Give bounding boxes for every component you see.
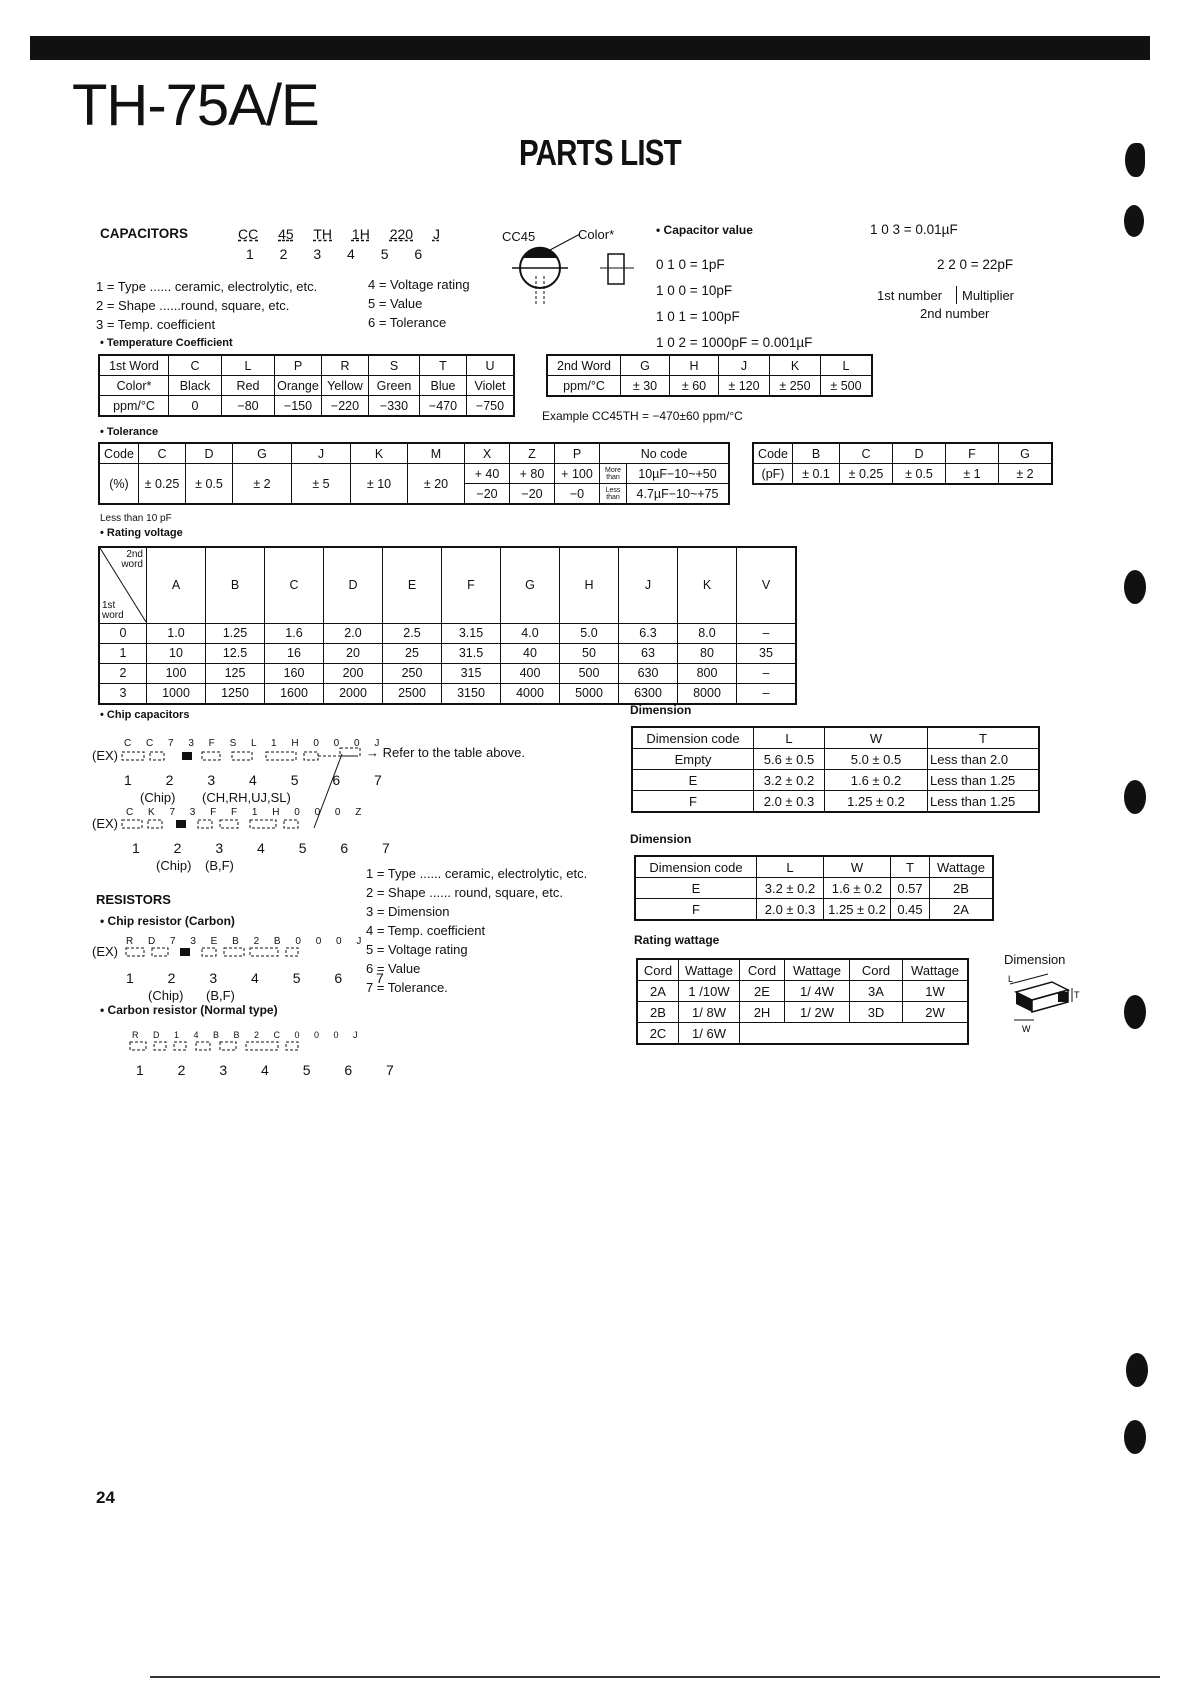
temp-coeff-2nd-table: 2nd Word G H J K L ppm/°C ± 30 ± 60 ± 120 ± 250 ± 500	[546, 354, 873, 397]
resistor-code-2: R D 1 4 B B 2 C 0 0 0 J	[132, 1030, 364, 1040]
resistor-chip-label: (Chip)	[148, 988, 184, 1003]
capacitor-value-list: 0 1 0 = 1pF 1 0 0 = 10pF 1 0 1 = 100pF 1 0 2 = 1000pF = 0.001µF	[656, 257, 813, 350]
capacitor-code-numbers: 1 2 3 4 5 6	[246, 246, 423, 262]
punch-mark	[1124, 205, 1144, 237]
resistor-nums-2: 1 2 3 4 5 6 7	[136, 1062, 409, 1078]
dimension-table-2: Dimension code L W T Wattage E 3.2 ± 0.2 1.6 ± 0.2 0.57 2B F 2.0 ± 0.3 1.25 ± 0.2 0.45 2A	[634, 855, 994, 921]
chip-boxes-2	[120, 816, 320, 836]
refer-text: → Refer to the table above.	[366, 745, 525, 760]
resistors-label: RESISTORS	[96, 892, 171, 907]
svg-text:L: L	[1008, 974, 1014, 984]
chip-code-1: C C 7 3 F S L 1 H 0 0 0 J	[124, 738, 386, 749]
rating-voltage-table: 2nd word 1st word A B C D E F G H J K V 0 1.0 1.25 1.6 2.0 2.5 3.15 4.0 5.0 6.3 8.0 – 1 10 12.5 16 20 25 31.5 40 50 63 80 35 2 100 125 160 200 250 315 400 500 630 800 – 3 1000 1250 1600 2000 2500 3150 4000 5000 6300 8000 –	[98, 546, 797, 705]
rating-wattage-table: Cord Wattage Cord Wattage Cord Wattage 2A 1 /10W 2E 1/ 4W 3A 1W 2B 1/ 8W 2H 1/ 2W 3D 2W 2C 1/ 6W	[636, 958, 969, 1045]
tolerance-table: Code C D G J K M X Z P No code (%) ± 0.25 ± 0.5 ± 2 ± 5 ± 10 ± 20 + 40 + 80 + 100 More than 10µF−10~+50 −20 −20 −0 Less than 4.7µF−10~+75	[98, 442, 730, 505]
dimension-table-1: Dimension code L W T Empty 5.6 ± 0.5 5.0 ± 0.5 Less than 2.0 E 3.2 ± 0.2 1.6 ± 0.2 Less than 1.25 F 2.0 ± 0.3 1.25 ± 0.2 Less than 1.25	[631, 726, 1040, 813]
punch-mark	[1124, 995, 1146, 1029]
temp-coeff-example: Example CC45TH = −470±60 ppm/°C	[542, 409, 743, 423]
resistor-nums-1: 1 2 3 4 5 6 7	[126, 970, 399, 986]
punch-mark	[1124, 1420, 1146, 1454]
punch-mark	[1125, 143, 1145, 177]
punch-mark	[1124, 570, 1146, 604]
tolerance-title: • Tolerance	[100, 426, 159, 438]
punch-mark	[1124, 780, 1146, 814]
bottom-rule	[150, 1676, 1160, 1678]
chip-dimension-diagram	[1008, 968, 1078, 1036]
resistor-bf: (B,F)	[206, 988, 235, 1003]
page-number: 24	[96, 1488, 115, 1507]
resistor-code-1: R D 7 3 E B 2 B 0 0 0 J	[126, 936, 368, 947]
chip-resistor-title: • Chip resistor (Carbon)	[100, 914, 235, 928]
tolerance-note: Less than 10 pF	[100, 513, 172, 524]
rating-voltage-title: • Rating voltage	[100, 527, 183, 539]
dimension-title-2: Dimension	[630, 832, 692, 846]
chip-types: (CH,RH,UJ,SL)	[202, 790, 291, 805]
top-rule	[30, 36, 1150, 60]
chip-legend: 1 = Type ...... ceramic, electrolytic, etc. 2 = Shape ...... round, square, etc. 3 = Dimension 4 = Temp. coefficient 5 = Voltage rating 6 = Value 7 = Tolerance.	[366, 866, 588, 995]
capacitor-value-title: • Capacitor value	[656, 223, 753, 237]
chip-label-2: (Chip)	[156, 858, 192, 873]
svg-text:T: T	[1074, 990, 1080, 1000]
page-title: PARTS LIST	[519, 132, 681, 173]
value-first-number: 1st number	[877, 288, 943, 303]
temp-coeff-title: • Temperature Coefficient	[100, 337, 233, 349]
diagram-cc45-label: CC45	[502, 229, 536, 244]
capacitor-code: CC 45 TH 1H 220 J	[238, 226, 440, 242]
resistor-ex: (EX)	[92, 944, 118, 959]
tolerance-pf-table: Code B C D F G (pF) ± 0.1 ± 0.25 ± 0.5 ± 1 ± 2	[752, 442, 1053, 485]
resistor-boxes-2	[126, 1038, 316, 1058]
capacitor-diagram	[510, 228, 640, 308]
chip-nums-2: 1 2 3 4 5 6 7	[132, 840, 405, 856]
value-divider	[956, 286, 957, 304]
capacitor-value-example: 2 2 0 = 22pF	[937, 257, 1014, 272]
temp-coeff-table: 1st Word C L P R S T U Color* Black Red Orange Yellow Green Blue Violet ppm/°C 0 −80 −150 −220 −330 −470 −750	[98, 354, 515, 417]
model-title: TH-75A/E	[72, 73, 319, 138]
wattage-dimension-label: Dimension	[1004, 952, 1066, 967]
chip-bf: (B,F)	[205, 858, 234, 873]
capacitors-label: CAPACITORS	[100, 226, 189, 241]
diagram-color-label: Color*	[578, 227, 615, 242]
capacitor-legend-left: 1 = Type ...... ceramic, electrolytic, etc. 2 = Shape ......round, square, etc. 3 = Temp. coefficient	[96, 279, 318, 332]
rating-corner: 2nd word 1st word	[99, 547, 147, 623]
capacitor-legend-right: 4 = Voltage rating 5 = Value 6 = Tolerance	[368, 277, 470, 330]
chip-capacitors-title: • Chip capacitors	[100, 709, 190, 721]
chip-ex-1: (EX)	[92, 748, 118, 763]
value-multiplier: Multiplier	[962, 288, 1015, 303]
chip-ex-2: (EX)	[92, 816, 118, 831]
value-second-number: 2nd number	[920, 306, 990, 321]
svg-text:W: W	[1022, 1024, 1031, 1034]
carbon-resistor-title: • Carbon resistor (Normal type)	[100, 1003, 278, 1017]
punch-mark	[1126, 1353, 1148, 1387]
chip-label-1: (Chip)	[140, 790, 176, 805]
rating-wattage-title: Rating wattage	[634, 933, 720, 947]
chip-code-2: C K 7 3 F F 1 H 0 0 0 Z	[126, 807, 368, 818]
resistor-boxes-1	[120, 944, 320, 964]
dimension-title-1: Dimension	[630, 703, 692, 717]
capacitor-value-top: 1 0 3 = 0.01µF	[870, 222, 958, 237]
chip-nums-1: 1 2 3 4 5 6 7	[124, 772, 397, 788]
